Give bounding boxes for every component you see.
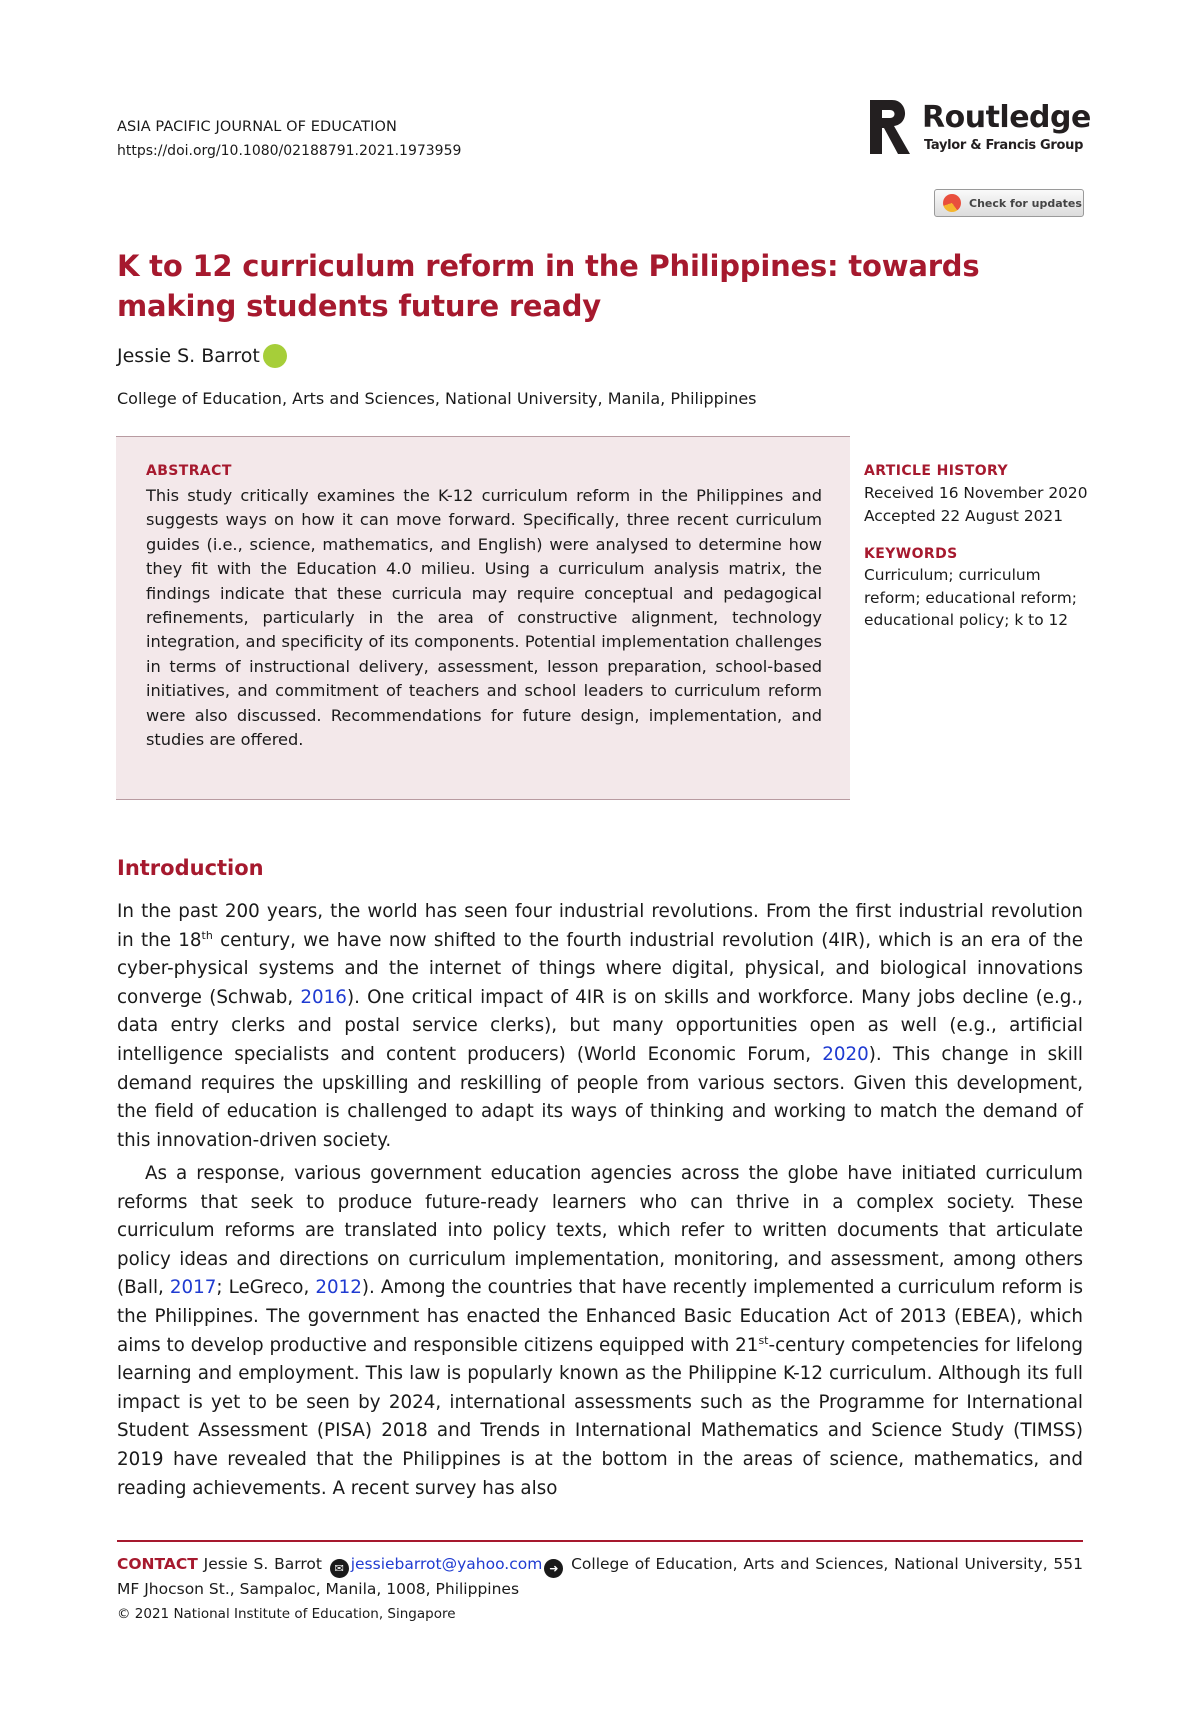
email-icon: ✉ <box>330 1559 349 1578</box>
contact-heading: CONTACT <box>117 1555 198 1573</box>
citation-link[interactable]: 2016 <box>300 986 347 1008</box>
author-line <box>117 344 287 368</box>
received-date: Received 16 November 2020 <box>864 484 1088 502</box>
copyright: © 2021 National Institute of Education, Singapore <box>117 1606 456 1622</box>
check-updates-button[interactable] <box>934 189 1084 217</box>
paragraph-2: As a response, various government education agencies across the globe have initiated curriculum reforms that seek to produce future-ready learners who can thrive in a complex society. These curriculum reforms are translated into policy texts, which refer to written documents that articulate policy ideas and directions on curriculum implementation, monitoring, and assessment, among others (Ball, 2017; LeGreco, 2012). Among the countries that have recently implemented a curriculum reform is the Philippines. The government has enacted the Enhanced Basic Education Act of 2013 (EBEA), which aims to develop productive and responsible citizens equipped with 21st-century competencies for lifelong learning and employment. This law is popularly known as the Philippine K-12 curriculum. Although its full impact is yet to be seen by 2024, international assessments such as the Programme for International Student Assessment (PISA) 2018 and Trends in International Mathematics and Science Study (TIMSS) 2019 have revealed that the Philippines is at the bottom in the areas of science, mathematics, and reading achievements. A recent survey has also <box>117 1163 1083 1499</box>
keywords-list: Curriculum; curriculum reform; educational reform; educational policy; k to 12 <box>864 566 1077 629</box>
accepted-date: Accepted 22 August 2021 <box>864 507 1063 525</box>
abstract-heading: ABSTRACT <box>146 463 232 479</box>
address-icon: ➜ <box>544 1559 563 1578</box>
article-title: K to 12 curriculum reform in the Philippines: towards making students future ready <box>117 249 980 323</box>
citation-link[interactable]: 2012 <box>315 1277 362 1299</box>
check-updates-icon <box>943 194 961 212</box>
article-history-heading: ARTICLE HISTORY <box>864 463 1008 479</box>
publisher-name: Routledge <box>922 100 1091 135</box>
affiliation: College of Education, Arts and Sciences, National University, Manila, Philippines <box>117 389 757 408</box>
footer-divider <box>117 1540 1083 1542</box>
routledge-logo <box>868 98 1091 158</box>
contact-name: Jessie S. Barrot <box>197 1555 328 1573</box>
email-link[interactable]: jessiebarrot@yahoo.com <box>350 1555 543 1573</box>
orcid-icon[interactable] <box>263 344 287 368</box>
doi-link[interactable]: https://doi.org/10.1080/02188791.2021.1973959 <box>117 143 462 159</box>
citation-link[interactable]: 2017 <box>169 1277 217 1299</box>
routledge-r-icon <box>868 98 914 156</box>
publisher-group: Taylor & Francis Group <box>924 138 1084 153</box>
contact-address: College of Education, Arts and Sciences, National University, 551 MF Jhocson St., Sampaloc, Manila, 1008, Philippines <box>117 1555 1083 1598</box>
journal-name: ASIA PACIFIC JOURNAL OF EDUCATION <box>117 119 397 135</box>
check-updates-label: Check for updates <box>969 196 1082 210</box>
citation-link[interactable]: 2020 <box>822 1043 869 1065</box>
abstract-text: This study critically examines the K-12 curriculum reform in the Philippines and suggests ways on how it can move forward. Specifically, three recent curriculum guides (i.e., science, mathematics, and English) were analysed to determine how they fit with the Education 4.0 milieu. Using a curriculum analysis matrix, the findings indicate that these curricula may require conceptual and pedagogical refinements, particularly in the area of constructive alignment, technology integration, and specificity of its components. Potential implementation challenges in terms of instructional delivery, assessment, lesson preparation, school-based initiatives, and commitment of teachers and school leaders to curriculum reform were also discussed. Recommendations for future design, implementation, and studies are offered. <box>146 486 822 750</box>
section-heading-introduction: Introduction <box>117 856 264 880</box>
paragraph-1: In the past 200 years, the world has seen four industrial revolutions. From the first industrial revolution in the 18th century, we have now shifted to the fourth industrial revolution (4IR), which is an era of the cyber-physical systems and the internet of things where digital, physical, and biological innovations converge (Schwab, 2016). One critical impact of 4IR is on skills and workforce. Many jobs decline (e.g., data entry clerks and postal service clerks), but many opportunities open as well (e.g., artificial intelligence specialists and content producers) (World Economic Forum, 2020). This change in skill demand requires the upskilling and reskilling of people from various sectors. Given this development, the field of education is challenged to adapt its ways of thinking and working to match the demand of this innovation-driven society. <box>117 901 1083 1151</box>
author-name: Jessie S. Barrot <box>117 345 260 367</box>
contact-info <box>117 1553 1083 1601</box>
keywords-heading: KEYWORDS <box>864 546 958 562</box>
